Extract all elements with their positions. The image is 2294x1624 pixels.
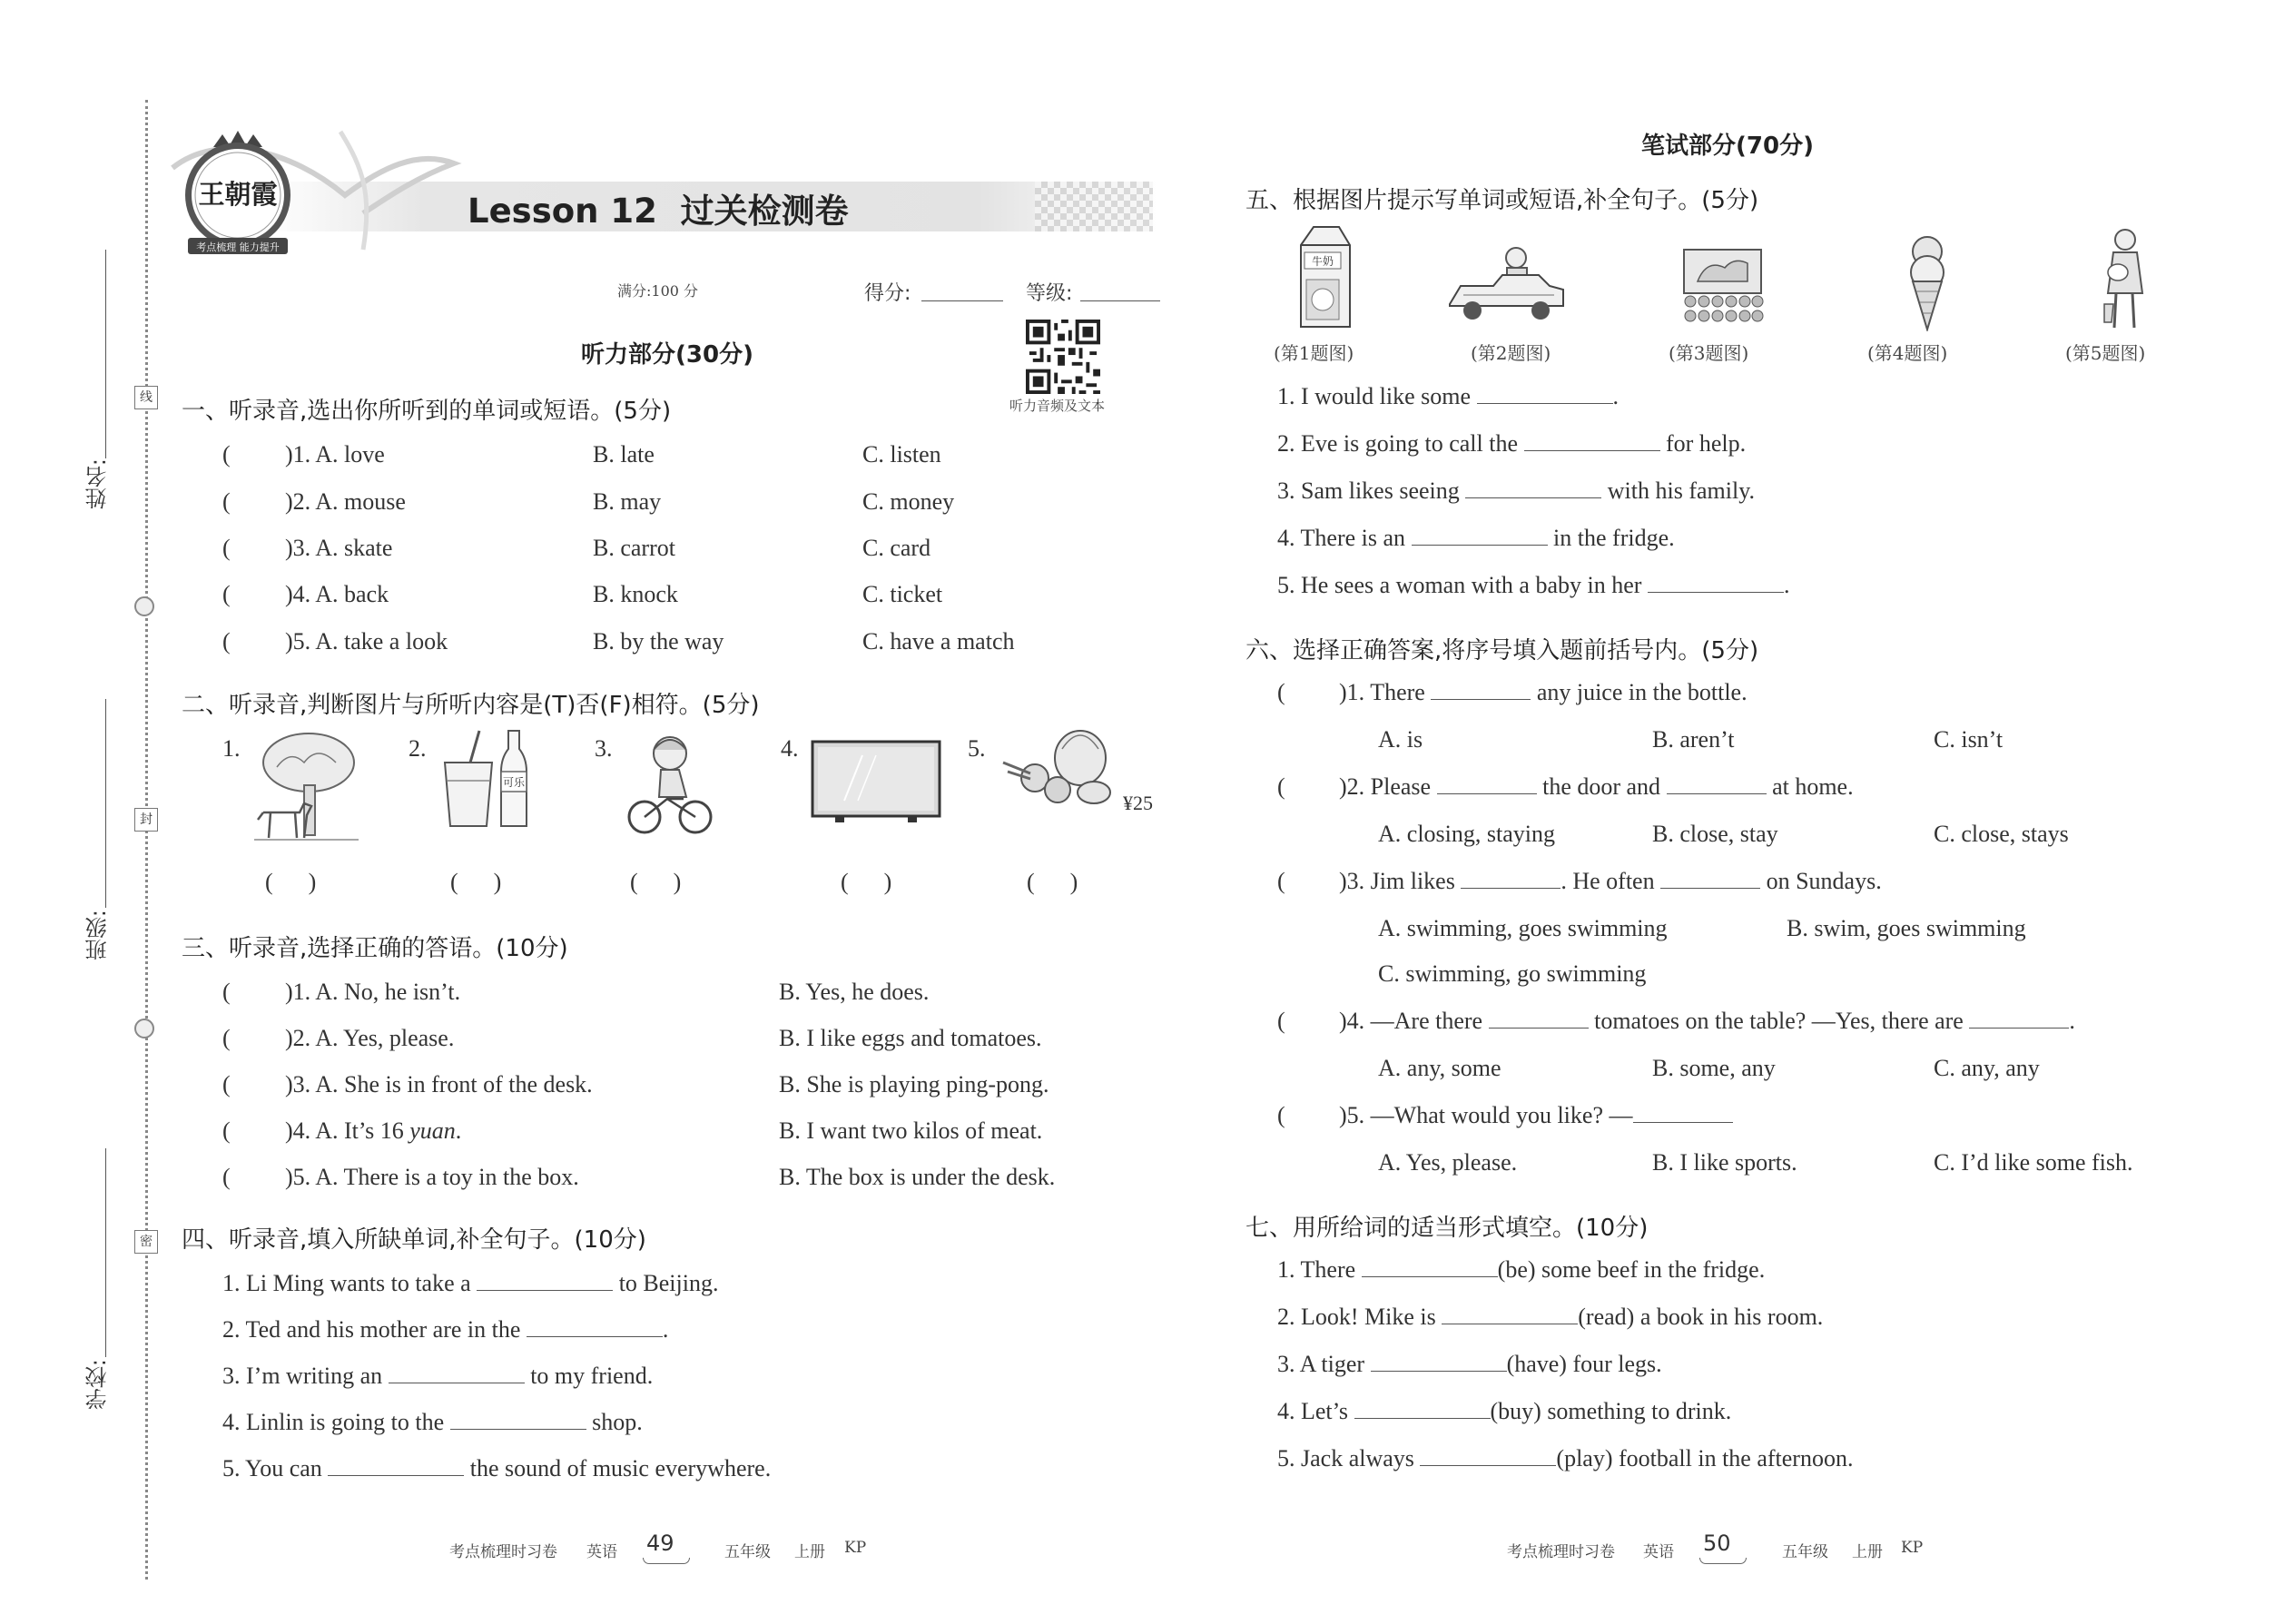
question-text: )1. There [1339, 679, 1432, 705]
question-text: tomatoes on the table? —Yes, there are [1588, 1008, 1970, 1034]
question-text: )5. —What would you like? — [1339, 1102, 1633, 1128]
option-a: )5. A. There is a toy in the box. [285, 1164, 579, 1190]
milk-picture [1294, 225, 1357, 330]
footer-grade: 五年级 [724, 1543, 771, 1561]
option-c: C. listen [862, 441, 941, 468]
brand-logo [177, 127, 300, 259]
class-line [105, 699, 106, 908]
option-b: B. aren’t [1652, 726, 1735, 753]
answer-blank[interactable] [1667, 773, 1767, 794]
picture-caption: (第1题图) [1274, 342, 1354, 364]
answer-blank[interactable] [1362, 1256, 1498, 1277]
fill-sentence [1277, 1256, 1765, 1284]
option-a: A. is [1378, 726, 1423, 753]
option-a: A. closing, staying [1378, 821, 1555, 847]
full-score: 满分:100 分 [617, 282, 699, 300]
answer-paren[interactable]: ( [222, 1071, 231, 1097]
question-text: )2. Please [1339, 773, 1437, 800]
picture-label: 3. [595, 735, 613, 762]
qr-code[interactable] [1026, 320, 1100, 394]
ring-icon [134, 596, 154, 616]
tf-answer-paren[interactable]: ( ) [450, 869, 502, 895]
answer-paren[interactable]: ( [222, 1117, 231, 1144]
vegetables-picture [999, 722, 1126, 817]
section-4-title: 四、听录音,填入所缺单词,补全句子。(10分) [182, 1226, 646, 1254]
tree-horse-picture [254, 731, 359, 849]
dotted-cut-line [145, 100, 148, 1580]
sentence-text: shop. [586, 1409, 643, 1435]
answer-paren[interactable]: ( [1277, 773, 1285, 800]
class-field[interactable] [80, 699, 116, 971]
fill-sentence [1277, 1351, 1662, 1378]
fill-sentence [222, 1363, 653, 1390]
option-a: A. swimming, goes swimming [1378, 915, 1668, 941]
question [1339, 1008, 2075, 1035]
section-7-title: 七、用所给词的适当形式填空。(10分) [1245, 1215, 1649, 1242]
option-a-end: . [455, 1117, 462, 1144]
score-input[interactable] [921, 300, 1003, 301]
footer-edition: KP [844, 1539, 867, 1557]
picture-label: 2. [409, 735, 427, 762]
footer-grade: 五年级 [1782, 1543, 1828, 1561]
answer-blank[interactable] [1371, 1351, 1507, 1372]
sentence-text: 2. Eve is going to call the [1277, 430, 1524, 457]
answer-blank[interactable] [1420, 1445, 1556, 1466]
sentence-text: 5. Jack always [1277, 1445, 1421, 1471]
option-b: B. The box is under the desk. [779, 1164, 1056, 1190]
answer-blank[interactable] [527, 1316, 663, 1337]
sentence-text: 4. Linlin is going to the [222, 1409, 450, 1435]
option-b: B. carrot [593, 535, 675, 561]
school-label: 学校: [85, 1359, 111, 1411]
answer-paren[interactable]: ( [1277, 868, 1285, 894]
answer-paren[interactable]: ( [222, 628, 231, 655]
picture-label: 4. [781, 735, 799, 762]
option-b: B. close, stay [1652, 821, 1778, 847]
question [1339, 679, 1748, 706]
answer-paren[interactable]: ( [222, 488, 231, 515]
sentence-text: 4. There is an [1277, 525, 1412, 551]
grade-label: 等级: [1026, 282, 1073, 305]
tf-answer-paren[interactable]: ( ) [630, 869, 682, 895]
picture-caption: (第5题图) [2065, 342, 2146, 364]
answer-blank[interactable] [1465, 477, 1601, 498]
section-2-title: 二、听录音,判断图片与所听内容是(T)否(F)相符。(5分) [182, 692, 760, 719]
question [1339, 1102, 1733, 1129]
option-b: B. swim, goes swimming [1787, 915, 2026, 941]
sentence-text: to my friend. [524, 1363, 654, 1389]
fill-sentence [222, 1316, 668, 1343]
footer-edition: KP [1901, 1539, 1924, 1557]
fill-sentence [222, 1270, 718, 1297]
answer-blank[interactable] [1969, 1008, 2069, 1029]
page-title: Lesson 12 过关检测卷 [468, 192, 849, 231]
sentence-text: 5. He sees a woman with a baby in her [1277, 572, 1648, 598]
option-a: )1. A. No, he isn’t. [285, 979, 461, 1005]
option-b: B. I like eggs and tomatoes. [779, 1025, 1042, 1051]
question-text: on Sundays. [1760, 868, 1882, 894]
page-number-underline [1699, 1558, 1747, 1564]
ring-icon [134, 1019, 154, 1038]
footer-book: 考点梳理时习卷 [1507, 1543, 1615, 1561]
sentence-text: (play) football in the afternoon. [1556, 1445, 1854, 1471]
answer-blank[interactable] [1633, 1102, 1733, 1123]
sentence-text: 3. Sam likes seeing [1277, 477, 1466, 504]
sentence-text: . [1612, 383, 1620, 409]
answer-paren[interactable]: ( [222, 581, 231, 607]
section-5-title: 五、根据图片提示写单词或短语,补全句子。(5分) [1245, 187, 1759, 214]
tf-answer-paren[interactable]: ( ) [265, 869, 317, 895]
answer-blank[interactable] [1442, 1304, 1578, 1324]
page-number-underline [643, 1558, 690, 1564]
binding-mark-xian: 线 [134, 386, 158, 409]
fill-sentence [1277, 1445, 1853, 1472]
answer-paren[interactable]: ( [222, 1025, 231, 1051]
option-a: )3. A. She is in front of the desk. [285, 1071, 593, 1097]
section-1-title: 一、听录音,选出你所听到的单词或短语。(5分) [182, 398, 672, 425]
option-a: A. any, some [1378, 1055, 1501, 1081]
footer-subject: 英语 [1643, 1543, 1674, 1561]
answer-paren[interactable]: ( [222, 1164, 231, 1190]
svg-text:王朝霞: 王朝霞 [198, 179, 278, 210]
binding-mark-mi: 密 [134, 1230, 158, 1254]
option-b: B. She is playing ping-pong. [779, 1071, 1049, 1097]
answer-blank[interactable] [1412, 525, 1548, 546]
picture-label: 5. [968, 735, 986, 762]
option-b: B. Yes, he does. [779, 979, 930, 1005]
picture-label: 1. [222, 735, 241, 762]
question [1339, 868, 1882, 895]
animals-picture [1679, 245, 1766, 327]
answer-blank[interactable] [450, 1409, 586, 1430]
name-label: 姓名: [85, 458, 111, 510]
sentence-text: the sound of music everywhere. [464, 1455, 772, 1481]
sentence-text: 3. A tiger [1277, 1351, 1371, 1377]
option-a: )2. A. Yes, please. [285, 1025, 455, 1051]
option-c: C. I’d like some fish. [1934, 1149, 2133, 1176]
sentence-text: for help. [1659, 430, 1747, 457]
police-car-picture [1445, 245, 1568, 331]
sentence-text: . [662, 1316, 669, 1343]
footer-book: 考点梳理时习卷 [449, 1543, 557, 1561]
option-a-text: )4. A. It’s 16 [285, 1117, 410, 1144]
question [1339, 773, 1854, 801]
sentence-text: 1. There [1277, 1256, 1362, 1283]
bike-picture [625, 733, 715, 838]
answer-blank[interactable] [1524, 430, 1660, 451]
tf-answer-paren[interactable]: ( ) [841, 869, 892, 895]
option-c: C. money [862, 488, 955, 515]
woman-baby-picture [2100, 227, 2150, 331]
sentence-text: . [1783, 572, 1790, 598]
answer-blank[interactable] [1354, 1398, 1491, 1419]
answer-paren[interactable]: ( [222, 979, 231, 1005]
answer-paren[interactable]: ( [1277, 679, 1285, 705]
sentence-text: 1. Li Ming wants to take a [222, 1270, 478, 1296]
tv-picture [808, 737, 944, 828]
tf-answer-paren[interactable]: ( ) [1027, 869, 1078, 895]
sentence-text: with his family. [1601, 477, 1756, 504]
sentence-text: (have) four legs. [1506, 1351, 1662, 1377]
footer-subject: 英语 [586, 1543, 617, 1561]
name-field[interactable] [80, 250, 116, 522]
option-b: B. late [593, 441, 655, 468]
binding-mark-feng: 封 [134, 808, 158, 832]
grade-input[interactable] [1080, 300, 1160, 301]
fill-sentence [1277, 1398, 1731, 1425]
option-a: )5. A. take a look [285, 628, 448, 655]
answer-blank[interactable] [1648, 572, 1784, 593]
answer-blank[interactable] [477, 1270, 613, 1291]
sentence-text: 3. I’m writing an [222, 1363, 389, 1389]
option-c: C. any, any [1934, 1055, 2040, 1081]
option-b: B. I want two kilos of meat. [779, 1117, 1043, 1144]
answer-blank[interactable] [1489, 1008, 1589, 1029]
page-number: 49 [646, 1530, 674, 1556]
fill-sentence [1277, 572, 1789, 599]
answer-paren[interactable]: ( [222, 441, 231, 468]
question-text: . [2069, 1008, 2075, 1034]
question-text: )4. —Are there [1339, 1008, 1489, 1034]
sentence-text: in the fridge. [1547, 525, 1675, 551]
listening-title: 听力部分(30分) [581, 341, 753, 369]
option-b: B. some, any [1652, 1055, 1776, 1081]
question-text: the door and [1536, 773, 1667, 800]
option-c: C. ticket [862, 581, 943, 607]
juice-cola-picture [436, 726, 540, 840]
option-b: B. I like sports. [1652, 1149, 1797, 1176]
sentence-text: (be) some beef in the fridge. [1497, 1256, 1766, 1283]
answer-paren[interactable]: ( [1277, 1008, 1285, 1034]
checker-decoration [1035, 182, 1153, 231]
picture-caption: (第3题图) [1669, 342, 1749, 364]
option-c: C. swimming, go swimming [1378, 960, 1647, 987]
sentence-text: 5. You can [222, 1455, 329, 1481]
picture-caption: (第2题图) [1471, 342, 1551, 364]
answer-paren[interactable]: ( [1277, 1102, 1285, 1128]
option-b: B. by the way [593, 628, 724, 655]
option-a: )3. A. skate [285, 535, 393, 561]
sentence-text: 1. I would like some [1277, 383, 1477, 409]
section-6-title: 六、选择正确答案,将序号填入题前括号内。(5分) [1245, 637, 1759, 664]
fill-sentence [222, 1455, 771, 1482]
option-c: C. card [862, 535, 931, 561]
answer-blank[interactable] [1477, 383, 1613, 404]
fill-sentence [222, 1409, 643, 1436]
question-text: )3. Jim likes [1339, 868, 1462, 894]
ice-cream-picture [1902, 231, 1952, 331]
sentence-text: 4. Let’s [1277, 1398, 1354, 1424]
fill-sentence [1277, 430, 1746, 458]
answer-blank[interactable] [1431, 679, 1531, 700]
question-text: any juice in the bottle. [1531, 679, 1748, 705]
option-a: )4. A. back [285, 581, 389, 607]
answer-blank[interactable] [1660, 868, 1760, 889]
answer-blank[interactable] [389, 1363, 525, 1383]
option-a [285, 1117, 461, 1145]
school-line [105, 1148, 106, 1357]
section-3-title: 三、听录音,选择正确的答语。(10分) [182, 935, 568, 962]
footer-term: 上册 [1852, 1543, 1883, 1561]
price-tag: ¥25 [1123, 792, 1153, 814]
answer-blank[interactable] [1461, 868, 1561, 889]
option-a-italic: yuan [409, 1117, 456, 1144]
sentence-text: (buy) something to drink. [1490, 1398, 1732, 1424]
question-text: at home. [1766, 773, 1854, 800]
option-a: A. Yes, please. [1378, 1149, 1518, 1176]
sentence-text: to Beijing. [613, 1270, 719, 1296]
fill-sentence [1277, 477, 1755, 505]
name-line [105, 250, 106, 458]
svg-text:考点梳理 能力提升: 考点梳理 能力提升 [196, 241, 280, 253]
fill-sentence [1277, 525, 1675, 552]
option-b: B. may [593, 488, 662, 515]
sentence-text: 2. Ted and his mother are in the [222, 1316, 527, 1343]
footer-term: 上册 [794, 1543, 825, 1561]
option-a: )2. A. mouse [285, 488, 406, 515]
fill-sentence [1277, 383, 1619, 410]
cola-label: 可乐 [502, 776, 526, 789]
sentence-text: 2. Look! Mike is [1277, 1304, 1442, 1330]
qr-caption: 听力音频及文本 [1009, 398, 1106, 414]
option-b: B. knock [593, 581, 678, 607]
sentence-text: (read) a book in his room. [1578, 1304, 1824, 1330]
school-field[interactable] [80, 1148, 116, 1421]
score-label: 得分: [864, 282, 911, 305]
page-number: 50 [1703, 1530, 1731, 1556]
answer-blank[interactable] [1437, 773, 1537, 794]
binding-margin [0, 0, 163, 1624]
fill-sentence [1277, 1304, 1823, 1331]
written-title: 笔试部分(70分) [1641, 133, 1814, 160]
option-a: )1. A. love [285, 441, 385, 468]
picture-caption: (第4题图) [1867, 342, 1948, 364]
option-c: C. have a match [862, 628, 1015, 655]
option-c: C. isn’t [1934, 726, 2004, 753]
question-text: . He often [1561, 868, 1661, 894]
milk-label: 牛奶 [1311, 255, 1334, 268]
option-c: C. close, stays [1934, 821, 2069, 847]
class-label: 班级: [85, 910, 111, 961]
answer-blank[interactable] [328, 1455, 464, 1476]
answer-paren[interactable]: ( [222, 535, 231, 561]
